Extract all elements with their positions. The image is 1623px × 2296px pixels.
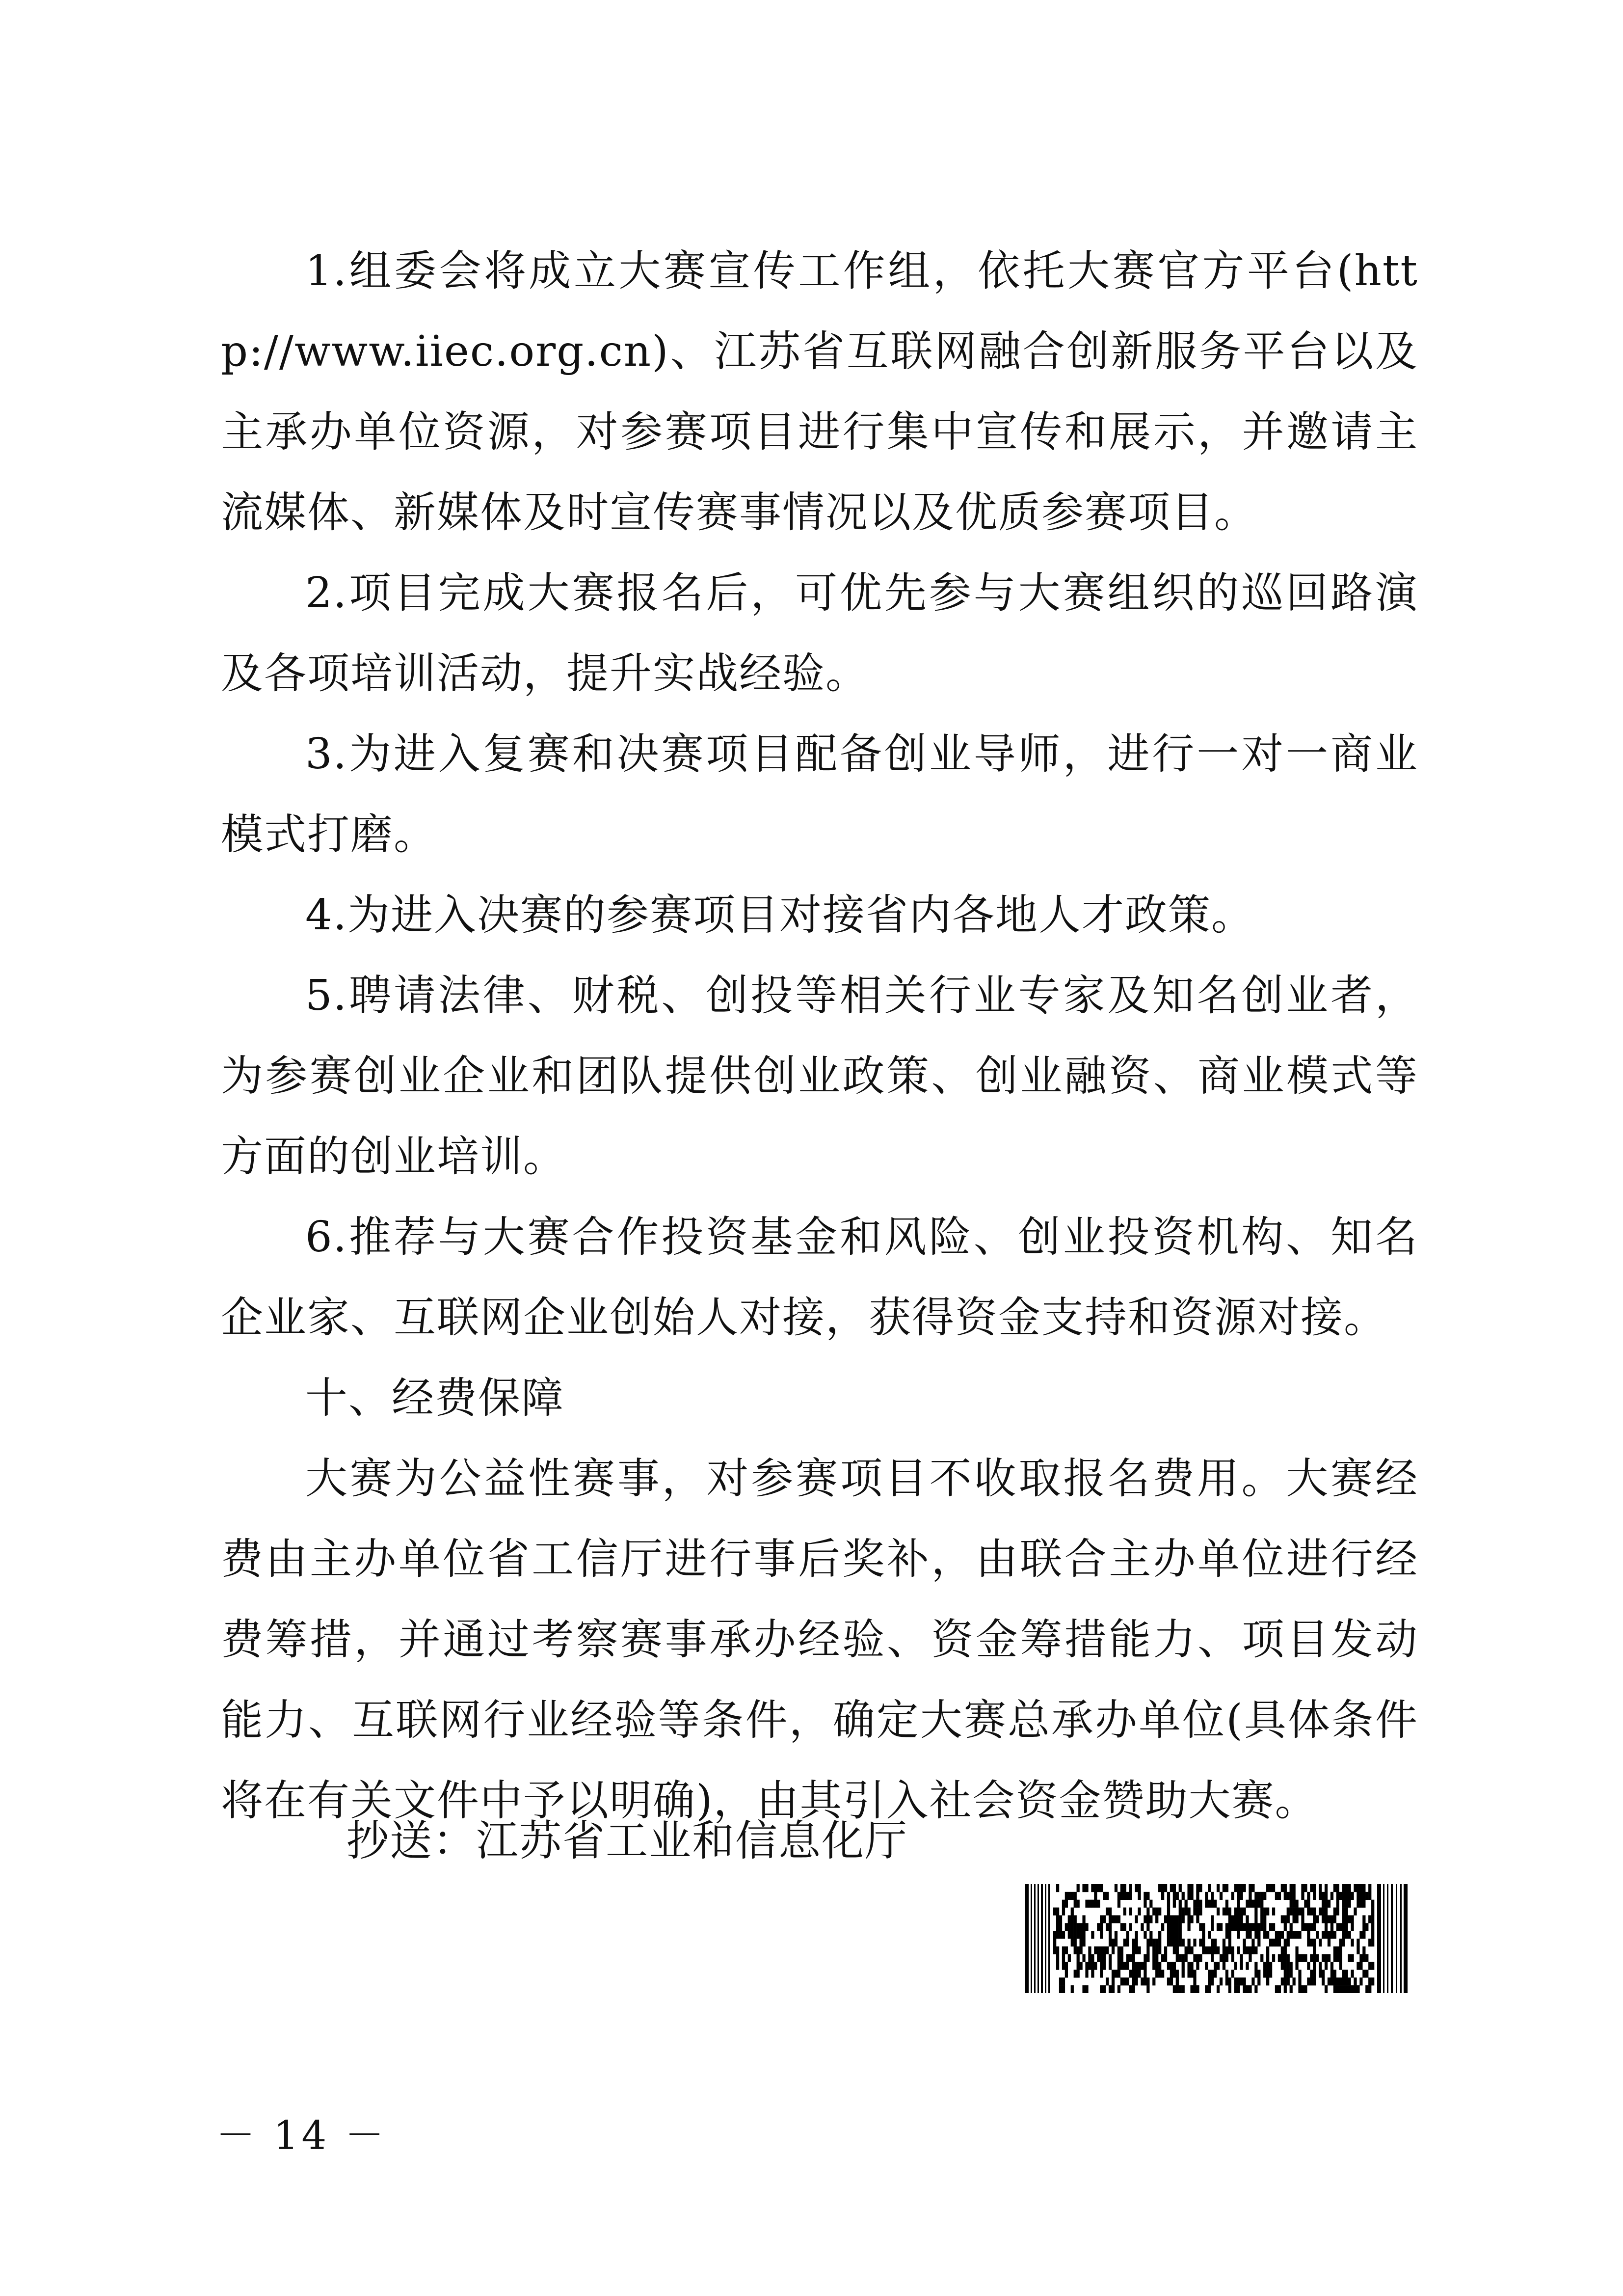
paragraph-roadshow: 2.项目完成大赛报名后，可优先参与大赛组织的巡回路演及各项培训活动，提升实战经验。 — [221, 568, 1418, 698]
paragraph-funding: 大赛为公益性赛事，对参赛项目不收取报名费用。大赛经费由主办单位省工信厅进行事后奖补，由联合主办单位进行经费筹措，并通过考察赛事承办经验、资金筹措能力、项目发动能力、互联网行业经验等条件，确定大赛总承办单位(具体条件将在有关文件中予以明确)，由其引入社会资金赞助大赛。 — [221, 1454, 1418, 1825]
page-number: － 14 － — [216, 2112, 387, 2158]
paragraph-mentor: 3.为进入复赛和决赛项目配备创业导师，进行一对一商业模式打磨。 — [221, 729, 1418, 859]
section-heading-funding: 十、经费保障 — [305, 1374, 564, 1423]
paragraph-investment: 6.推荐与大赛合作投资基金和风险、创业投资机构、知名企业家、互联网企业创始人对接，获得资金支持和资源对接。 — [221, 1213, 1418, 1342]
body-content — [221, 231, 1418, 1841]
paragraph-publicity: 1.组委会将成立大赛宣传工作组，依托大赛官方平台(http://www.iiec.org.cn)、江苏省互联网融合创新服务平台以及主承办单位资源，对参赛项目进行集中宣传和展示，并邀请主流媒体、新媒体及时宣传赛事情况以及优质参赛项目。 — [221, 246, 1418, 537]
barcode-image — [1025, 1884, 1408, 1993]
paragraph-training: 5.聘请法律、财税、创投等相关行业专家及知名创业者，为参赛创业企业和团队提供创业政策、创业融资、商业模式等方面的创业培训。 — [221, 971, 1418, 1181]
cc-line: 抄送：江苏省工业和信息化厅 — [346, 1816, 908, 1865]
paragraph-talent-policy: 4.为进入决赛的参赛项目对接省内各地人才政策。 — [305, 891, 1255, 940]
